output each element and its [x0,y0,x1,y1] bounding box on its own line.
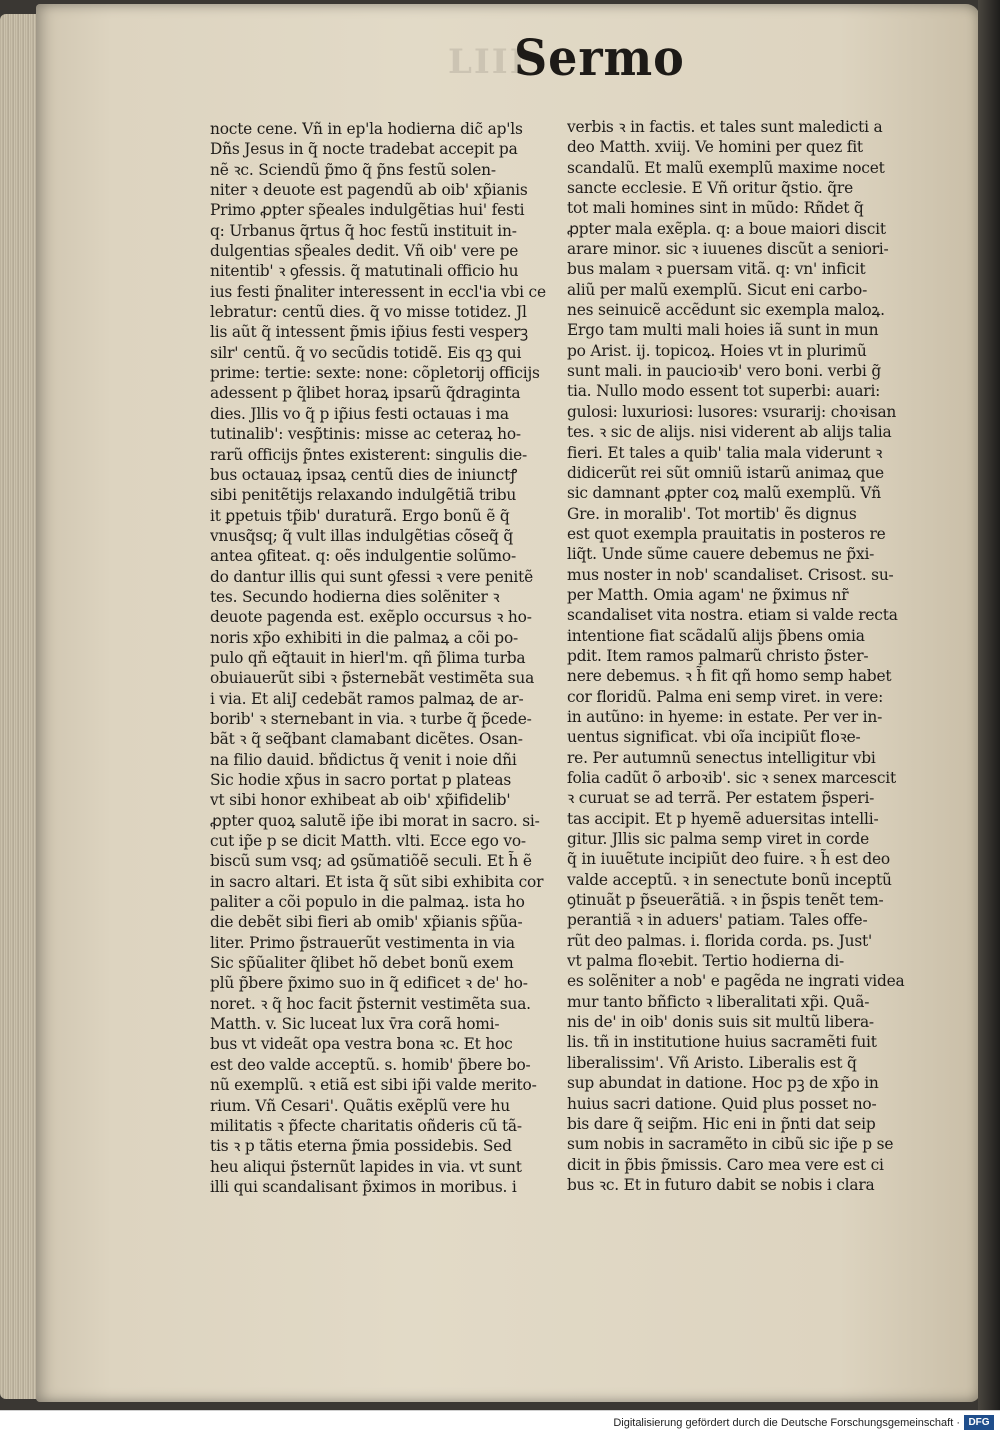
text-line: noris xp̃o exhibiti in die palmaꝝ a cõi po- [210,628,519,647]
text-line: pdit. Item ramos palmarũ christo p̃ster- [567,646,869,665]
text-line: tes. Secundo hodierna dies solẽniter ꝛ [210,587,500,606]
text-line: liter. Primo p̃strauerũt vestimenta in via [210,933,515,952]
text-line: valde acceptũ. ꝛ in senectute bonũ inceptũ [567,870,892,889]
text-line: in sacro altari. Et ista q̃ sũt sibi exhibita cor [210,872,544,891]
text-column-left [210,119,550,1197]
text-line: arare minor. sic ꝛ iuuenes discũt a seniori- [567,240,889,259]
text-line: i via. Et aliJ cedebãt ramos palmaꝝ de ar- [210,689,524,708]
text-line: mus noster in nob' scandaliset. Crisost. su- [567,565,894,584]
text-line: Sic sp̃ũaliter q̃libet hõ debet bonũ exem [210,954,514,973]
text-line: lebratur: centũ dies. q̃ vo misse totidez. Jl [210,303,527,322]
text-line: est quot exempla prauitatis in posteros re [567,524,886,543]
text-line: nis de' in oib' donis suis sit multũ libera- [567,1013,874,1032]
text-line: perantiã ꝛ in aduers' patiam. Tales offe- [567,911,868,930]
text-line: es solẽniter a nob' e pagẽda ne ingrati videa [567,972,905,991]
text-line: ꝯtinuãt p p̃seuerãtiã. ꝛ in p̃spis tenẽt tem- [567,891,884,910]
text-line: lis. tñ in institutione huius sacramẽti fuit [567,1033,877,1052]
text-column-right [567,117,912,1195]
dfg-logo: DFG [964,1415,994,1430]
text-line: bus malam ꝛ puersam vitã. q: vn' inficit [567,260,866,279]
text-line: bus ꝛc. Et in futuro dabit se nobis i clara [567,1175,875,1194]
text-line: huius sacri datione. Quid plus posset no- [567,1094,877,1113]
text-line: adessent p q̃libet horaꝝ ipsarũ q̃draginta [210,384,521,403]
text-line: scandaliset vita nostra. etiam si valde recta [567,606,898,625]
text-line: illi qui scandalisant p̃ximos in moribus. i [210,1177,517,1196]
text-line: ius festi p̃naliter interessent in eccl'ia vbi ce [210,282,546,301]
text-line: nes seinuicẽ accẽdunt sic exempla maloꝝ. [567,301,885,320]
text-line: plũ p̃bere p̃ximo suo in q̃ edificet ꝛ de' ho- [210,974,528,993]
text-line: folia cadũt õ arboꝛib'. sic ꝛ senex marcescit [567,769,897,787]
text-line: intentione fiat scãdalũ alijs p̃bens omia [567,626,865,645]
running-head: Sermo [514,28,685,87]
text-line: fieri. Et tales a quib' talia mala viderunt ꝛ [567,443,883,462]
text-line: Primo ꝓpter sp̃eales indulgẽtias hui' festi [210,201,525,220]
text-line: po Arist. ij. topicoꝝ. Hoies vt in plurimũ [567,341,867,360]
funding-credit: Digitalisierung gefördert durch die Deutsche Forschungsgemeinschaft · [613,1417,960,1429]
text-line: ꝛ curuat se ad terrã. Per estatem p̃speri- [567,789,875,808]
text-line: nẽ ꝛc. Sciendũ p̃mo q̃ p̃ns festũ solen- [210,160,496,179]
text-line: ꝓpter mala exẽpla. q: a boue maiori discit [567,219,886,238]
text-line: uentus significat. vbi oĩa incipiũt floꝛe- [567,728,861,747]
text-line: tis ꝛ p tãtis eterna p̃mia possidebis. Sed [210,1137,512,1156]
text-line: Sic hodie xp̃us in sacro portat p plateas [210,771,512,789]
text-line: biscũ sum vsq; ad ꝯsũmatiõẽ seculi. Et h̃ ẽ [210,852,532,871]
text-line: antea ꝯfiteat. q: oẽs indulgentie solũmo- [210,547,516,566]
text-line: pulo qñ eq̃tauit in hierl'm. qñ p̃lima turba [210,648,526,667]
text-line: Ergo tam multi mali hoies iã sunt in mun [567,321,879,340]
text-line: niter ꝛ deuote est pagendũ ab oib' xp̃ianis [210,181,528,200]
text-line: re. Per autumnũ senectus intelligitur vbi [567,748,876,767]
text-line: in autũno: in hyeme: in estate. Per ver in- [567,707,883,726]
text-line: deuote pagenda est. exẽplo occursus ꝛ ho- [210,608,532,627]
text-line: gulosi: luxuriosi: lusores: vsurarij: choꝛisan [567,402,897,421]
text-line: vnusq̃sq; q̃ vult illas indulgẽtias cõseq̃ q̃ [210,526,514,545]
text-line: aliũ per malũ exemplũ. Sicut eni carbo- [567,280,868,299]
text-line: dulgentias sp̃eales dedit. Vñ oib' vere pe [210,242,519,261]
text-line: borib' ꝛ sternebant in via. ꝛ turbe q̃ p̃cede- [210,709,532,728]
show-through-heading: LIII [448,42,528,82]
text-line: nere debemus. ꝛ h̃ fit qñ homo semp habet [567,667,892,686]
text-line: paliter a cõi populo in die palmaꝝ. ista ho [210,893,525,912]
book-right-edge [978,0,1000,1410]
text-line: noret. ꝛ q̃ hoc facit p̃sternit vestimẽta sua. [210,994,531,1013]
text-line: tes. ꝛ sic de alijs. nisi viderent ab alijs talia [567,423,892,442]
text-line: sum nobis in sacramẽto in cibũ sic ip̃e p se [567,1135,894,1154]
text-line: vt sibi honor exhibeat ab oib' xp̃ifidelib' [210,791,511,810]
text-line: verbis ꝛ in factis. et tales sunt maledicti a [567,118,883,136]
text-line: Dñs Jesus in q̃ nocte tradebat accepit pa [210,140,518,159]
text-line: q̃ in iuuẽtute incipiũt deo fuire. ꝛ h̃ est deo [567,850,890,869]
text-line: ꝓpter quoꝝ salutẽ ip̃e ibi morat in sacro. si- [210,811,540,830]
text-line: rũt deo palmas. i. florida corda. ps. Just' [567,931,873,950]
text-line: cor floridũ. Palma eni semp viret. in vere: [567,687,884,706]
text-line: na filio dauid. bñdictus q̃ venit i noie dñi [210,750,517,769]
text-line: bis dare q̃ seip̃m. Hic eni in p̃nti dat seip [567,1114,876,1133]
text-line: scandalũ. Et malũ exemplũ maxime nocet [567,158,885,177]
text-line: dies. Jllis vo q̃ p ip̃ius festi octauas i ma [210,404,509,423]
text-line: do dantur illis qui sunt ꝯfessi ꝛ vere penitẽ [210,567,534,586]
text-line: nocte cene. Vñ in ep'la hodierna dic̃ ap'ls [210,120,523,138]
text-line: sup abundat in datione. Hoc pꝫ de xp̃o in [567,1074,879,1093]
text-line: tot mali homines sint in mũdo: Rñdet q̃ [567,199,864,218]
text-line: q: Urbanus q̃rtus q̃ hoc festũ instituit in- [210,221,517,240]
text-line: deo Matth. xviij. Ve homini per quez fit [567,138,863,157]
text-line: militatis ꝛ p̃fecte charitatis oñderis cũ tã- [210,1116,522,1135]
text-line: tutinalib': vesp̃tinis: misse ac ceteraꝝ ho- [210,425,521,444]
text-line: Matth. v. Sic luceat lux v̄ra corã homi- [210,1015,500,1034]
text-line: bus vt videãt opa vestra bona ꝛc. Et hoc [210,1035,513,1054]
text-line: Gre. in moralib'. Tot mortib' ẽs dignus [567,504,857,523]
text-line: mur tanto bñficto ꝛ liberalitati xp̃i. Quã- [567,992,870,1011]
text-line: prime: tertie: sexte: none: cõpletorij officijs [210,364,540,383]
text-line: liq̃t. Unde sũme cauere debemus ne p̃xi- [567,545,875,564]
footer-bar [0,1410,1000,1436]
text-line: lis aũt q̃ intessent p̃mis ip̃ius festi vesperꝫ [210,323,528,342]
text-line: cut ip̃e p se dicit Matth. vlti. Ecce ego vo- [210,832,526,851]
text-line: nũ exemplũ. ꝛ etiã est sibi ip̃i valde merito- [210,1076,537,1095]
text-line: tas accipit. Et p hyemẽ aduersitas intelli- [567,809,879,828]
text-line: per Matth. Omia agam' ne p̃ximus nr̃ [567,585,849,604]
text-line: sancte ecclesie. E Vñ oritur q̃stio. q̃re [567,179,853,198]
text-line: sunt mali. in paucioꝛib' vero boni. verbi g̃ [567,362,882,381]
text-line: silr' centũ. q̃ vo secũdis totidẽ. Eis qꝫ qui [210,343,522,362]
text-line: tia. Nullo modo essent tot superbi: auari: [567,382,881,401]
text-line: sic damnant ꝓpter coꝝ malũ exemplũ. Vñ [567,484,881,503]
text-line: liberalissim'. Vñ Aristo. Liberalis est q̃ [567,1053,857,1072]
text-line: didicerũt rei sũt omniũ istarũ animaꝝ que [567,463,884,482]
text-line: rarũ officijs p̃ntes existerent: singulis die- [210,445,527,464]
text-line: gitur. Jllis sic palma semp viret in corde [567,830,870,849]
text-line: est deo valde acceptũ. s. homib' p̃bere bo- [210,1055,531,1074]
text-line: heu aliqui p̃sternũt lapides in via. vt sunt [210,1157,522,1176]
text-line: sibi penitẽtijs relaxando indulgẽtiã tribu [210,486,517,505]
text-line: it ꝑpetuis tp̃ib' duraturã. Ergo bonũ ẽ q̃ [210,506,510,525]
text-line: bus octauaꝝ ipsaꝝ centũ dies de iniunctꝭ [210,465,518,484]
text-line: nitentib' ꝛ ꝯfessis. q̃ matutinali officio hu [210,262,519,281]
text-line: die debẽt sibi fieri ab omib' xp̃ianis sp̃ũa- [210,913,523,932]
text-line: bãt ꝛ q̃ seq̃bant clamabant dicẽtes. Osan- [210,730,523,749]
text-line: vt palma floꝛebit. Tertio hodierna di- [567,952,844,971]
text-line: dicit in p̃bis p̃missis. Caro mea vere est ci [567,1155,884,1174]
text-line: obuiauerũt sibi ꝛ p̃sternebãt vestimẽta sua [210,669,535,688]
text-line: rium. Vñ Cesari'. Quãtis exẽplũ vere hu [210,1096,511,1115]
